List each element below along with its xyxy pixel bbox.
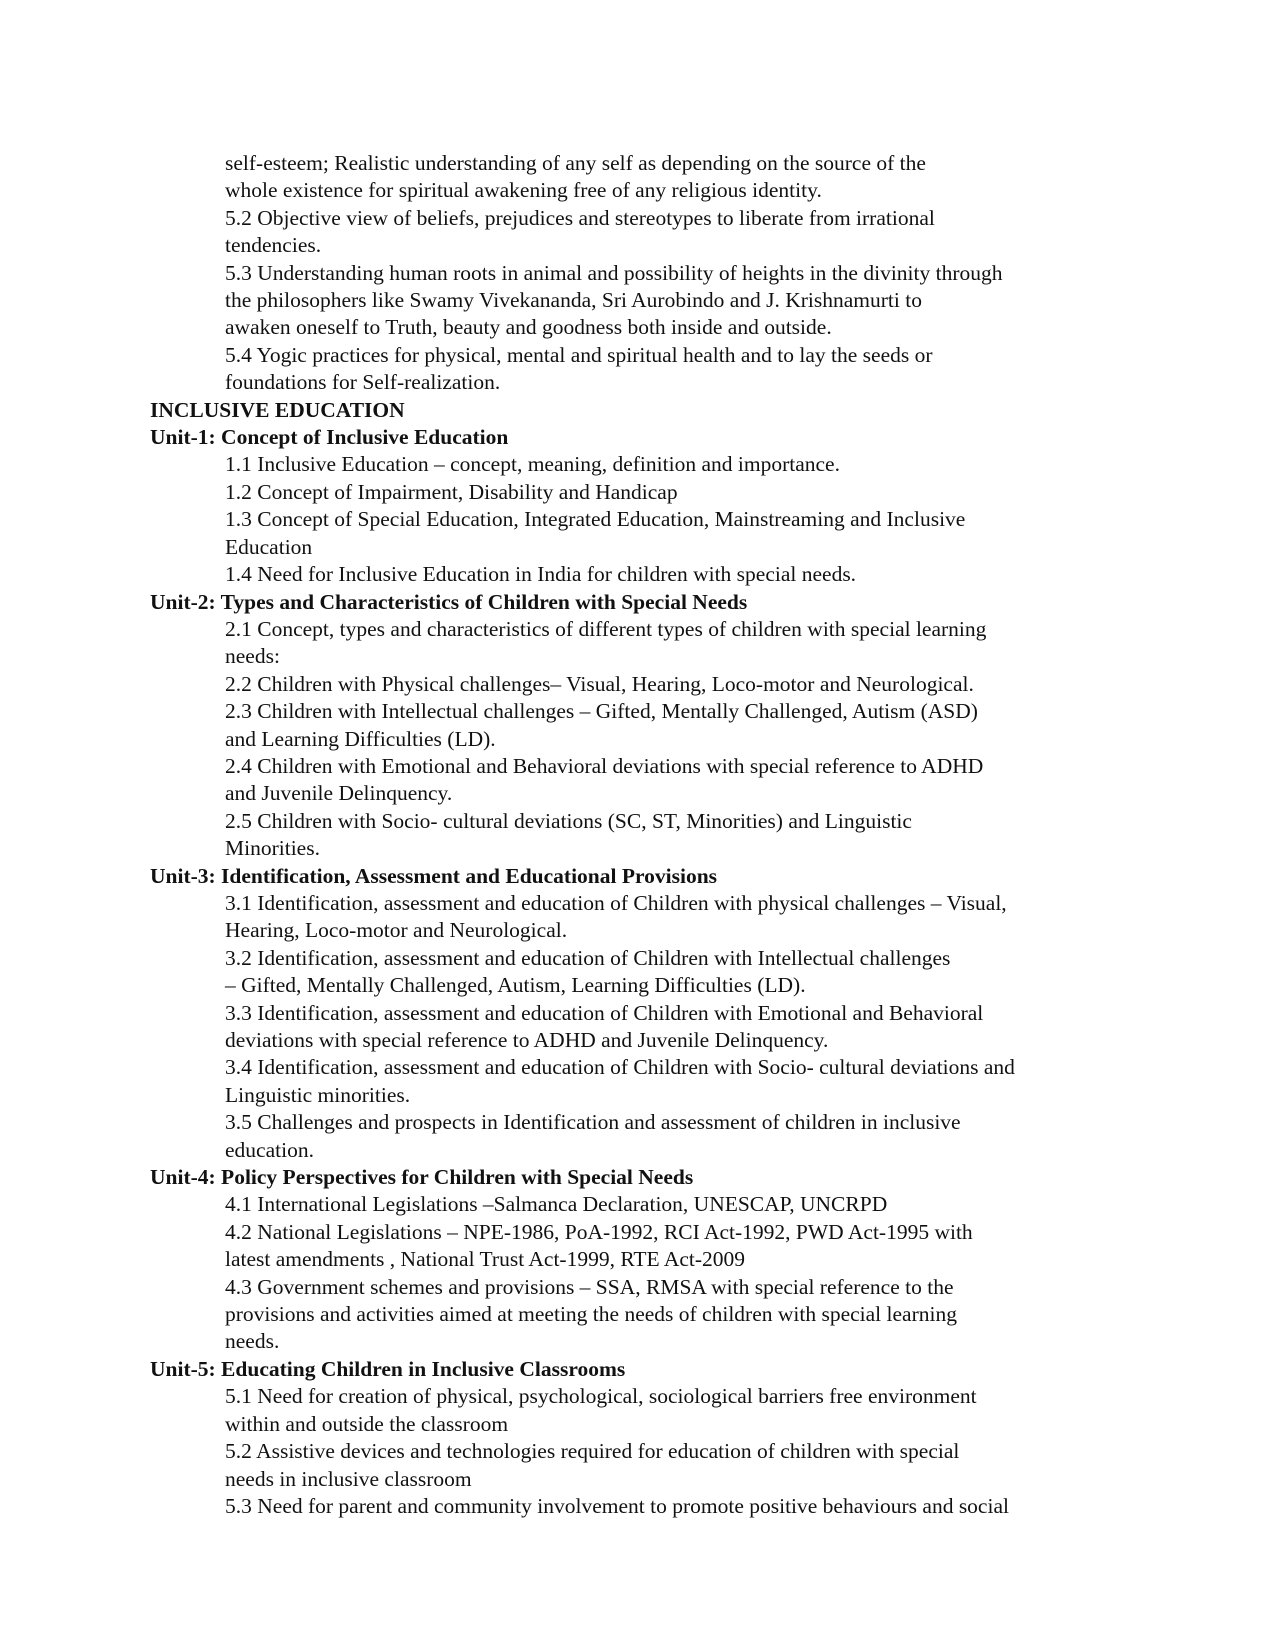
unit-line: 3.3 Identification, assessment and education of Children with Emotional and Behavioral xyxy=(225,1000,984,1025)
intro-line: foundations for Self-realization. xyxy=(225,370,501,395)
unit-line: 2.4 Children with Emotional and Behavioral deviations with special reference to ADHD xyxy=(225,753,984,778)
unit-line: 4.1 International Legislations –Salmanca Declaration, UNESCAP, UNCRPD xyxy=(225,1192,888,1217)
intro-block xyxy=(150,150,1150,397)
unit-line: 2.1 Concept, types and characteristics of different types of children with special learning xyxy=(225,616,987,641)
unit-line: and Juvenile Delinquency. xyxy=(225,781,453,806)
unit-line: 4.2 National Legislations – NPE-1986, PoA-1992, RCI Act-1992, PWD Act-1995 with xyxy=(225,1219,973,1244)
unit-line: provisions and activities aimed at meeting the needs of children with special learning xyxy=(225,1302,957,1327)
unit-5 xyxy=(150,1356,1150,1520)
unit-line: latest amendments , National Trust Act-1999, RTE Act-2009 xyxy=(225,1247,746,1272)
intro-line: awaken oneself to Truth, beauty and goodness both inside and outside. xyxy=(225,315,832,340)
unit-heading: Unit-1: Concept of Inclusive Education xyxy=(150,425,509,450)
unit-2 xyxy=(150,589,1150,863)
unit-line: within and outside the classroom xyxy=(225,1411,509,1436)
unit-line: 3.1 Identification, assessment and education of Children with physical challenges – Visual, xyxy=(225,890,1007,915)
unit-line: needs: xyxy=(225,644,280,669)
unit-line: 3.2 Identification, assessment and education of Children with Intellectual challenges xyxy=(225,945,951,970)
unit-line: 1.3 Concept of Special Education, Integrated Education, Mainstreaming and Inclusive xyxy=(225,507,966,532)
unit-line: education. xyxy=(225,1137,314,1162)
unit-line: 2.5 Children with Socio- cultural deviations (SC, ST, Minorities) and Linguistic xyxy=(225,808,912,833)
intro-line: whole existence for spiritual awakening free of any religious identity. xyxy=(225,178,822,203)
intro-line: 5.3 Understanding human roots in animal and possibility of heights in the divinity through xyxy=(225,260,1003,285)
intro-line: 5.4 Yogic practices for physical, mental and spiritual health and to lay the seeds or xyxy=(225,342,933,367)
unit-line: Hearing, Loco-motor and Neurological. xyxy=(225,918,568,943)
section-title: INCLUSIVE EDUCATION xyxy=(150,397,405,422)
unit-line: 5.3 Need for parent and community involvement to promote positive behaviours and social xyxy=(225,1493,1009,1518)
unit-line: and Learning Difficulties (LD). xyxy=(225,726,496,751)
unit-line: 3.4 Identification, assessment and education of Children with Socio- cultural deviations and xyxy=(225,1055,1015,1080)
intro-line: self-esteem; Realistic understanding of any self as depending on the source of the xyxy=(225,151,926,175)
unit-heading: Unit-3: Identification, Assessment and Educational Provisions xyxy=(150,863,718,888)
unit-line: 3.5 Challenges and prospects in Identification and assessment of children in inclusive xyxy=(225,1110,961,1135)
unit-1 xyxy=(150,424,1150,588)
unit-line: deviations with special reference to ADHD and Juvenile Delinquency. xyxy=(225,1028,829,1052)
unit-line: 5.1 Need for creation of physical, psychological, sociological barriers free environment xyxy=(225,1384,977,1409)
unit-line: 4.3 Government schemes and provisions – SSA, RMSA with special reference to the xyxy=(225,1274,954,1299)
unit-line: 2.3 Children with Intellectual challenges – Gifted, Mentally Challenged, Autism (ASD) xyxy=(225,699,978,724)
unit-heading: Unit-4: Policy Perspectives for Children with Special Needs xyxy=(150,1165,694,1190)
unit-4 xyxy=(150,1164,1150,1356)
unit-heading: Unit-5: Educating Children in Inclusive Classrooms xyxy=(150,1356,626,1381)
intro-line: 5.2 Objective view of beliefs, prejudices and stereotypes to liberate from irrational xyxy=(225,205,935,230)
unit-line: Minorities. xyxy=(225,836,320,861)
page-content xyxy=(150,150,1150,1520)
unit-line: – Gifted, Mentally Challenged, Autism, Learning Difficulties (LD). xyxy=(225,973,806,998)
unit-line: 2.2 Children with Physical challenges– Visual, Hearing, Loco-motor and Neurological. xyxy=(225,671,974,696)
unit-line: needs in inclusive classroom xyxy=(225,1466,472,1491)
intro-line: tendencies. xyxy=(225,233,322,258)
unit-line: Education xyxy=(225,534,313,559)
unit-heading: Unit-2: Types and Characteristics of Children with Special Needs xyxy=(150,589,748,614)
unit-3 xyxy=(150,863,1150,1164)
intro-line: the philosophers like Swamy Vivekananda, Sri Aurobindo and J. Krishnamurti to xyxy=(225,288,922,313)
unit-line: 1.2 Concept of Impairment, Disability and Handicap xyxy=(225,479,678,504)
unit-line: 1.4 Need for Inclusive Education in India for children with special needs. xyxy=(225,562,857,587)
unit-line: Linguistic minorities. xyxy=(225,1082,411,1107)
unit-line: 5.2 Assistive devices and technologies required for education of children with special xyxy=(225,1439,960,1464)
unit-line: 1.1 Inclusive Education – concept, meaning, definition and importance. xyxy=(225,452,840,477)
unit-line: needs. xyxy=(225,1329,280,1354)
